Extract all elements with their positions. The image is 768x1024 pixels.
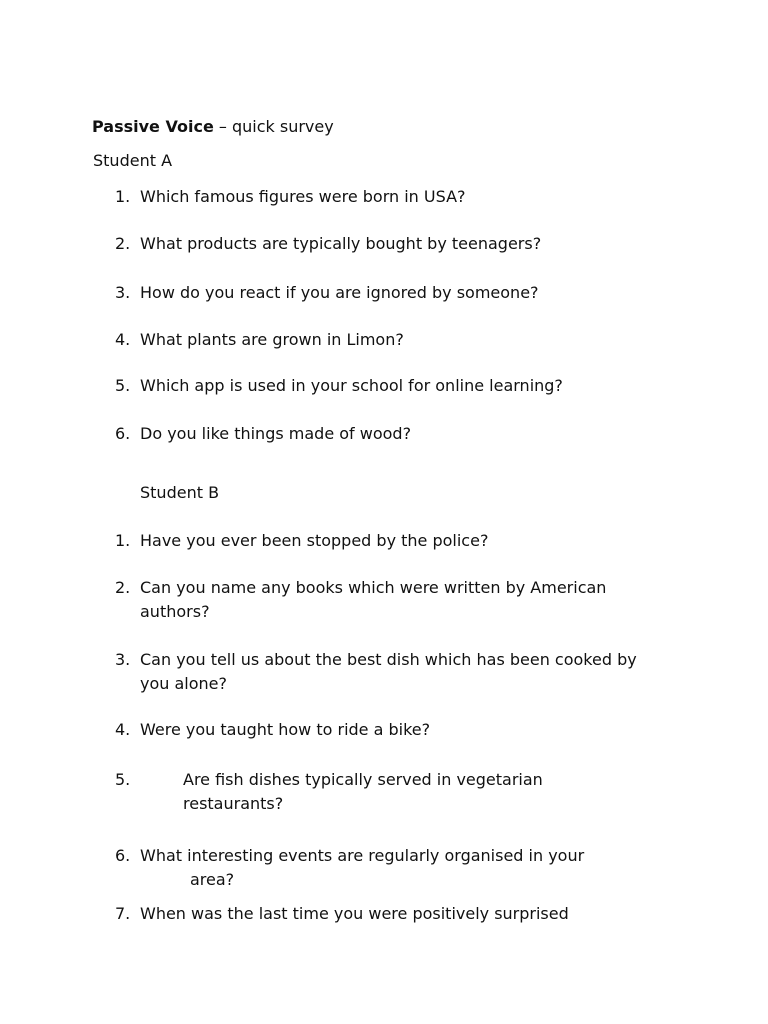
student-a-question-6-number: 6.: [115, 424, 131, 443]
student-a-question-1-text: Which famous figures were born in USA?: [140, 187, 466, 206]
student-b-question-5-text: Are fish dishes typically served in vegetarian: [183, 770, 543, 789]
student-a-question-6-text: Do you like things made of wood?: [140, 424, 412, 443]
student-a-heading: Student A: [93, 151, 173, 170]
student-b-question-4-number: 4.: [115, 720, 131, 739]
student-b-question-7-text: When was the last time you were positively surprised: [140, 904, 569, 923]
student-a-question-3-number: 3.: [115, 283, 131, 302]
student-b-question-5-text-line-2: restaurants?: [183, 794, 284, 813]
student-b-question-7-number: 7.: [115, 904, 131, 923]
title-rest: – quick survey: [213, 117, 334, 136]
student-b-question-2-text: Can you name any books which were written by American: [140, 578, 607, 597]
student-b-question-3-text: Can you tell us about the best dish which has been cooked by: [140, 650, 637, 669]
student-a-question-4-number: 4.: [115, 330, 131, 349]
student-a-question-2-text: What products are typically bought by teenagers?: [140, 234, 542, 253]
student-a-question-1-number: 1.: [115, 187, 131, 206]
student-a-question-3-text: How do you react if you are ignored by someone?: [140, 283, 539, 302]
student-b-question-1-number: 1.: [115, 531, 131, 550]
student-b-question-6-text: What interesting events are regularly organised in your: [140, 846, 585, 865]
student-a-question-5-number: 5.: [115, 376, 131, 395]
student-a-question-4-text: What plants are grown in Limon?: [140, 330, 404, 349]
title-bold: Passive Voice: [92, 117, 214, 136]
student-b-question-4-text: Were you taught how to ride a bike?: [140, 720, 431, 739]
student-b-question-5-number: 5.: [115, 770, 131, 789]
student-b-question-6-number: 6.: [115, 846, 131, 865]
student-b-question-3-text-line-2: you alone?: [140, 674, 227, 693]
student-b-question-6-text-line-2: area?: [190, 870, 235, 889]
student-b-question-1-text: Have you ever been stopped by the police?: [140, 531, 489, 550]
student-b-question-3-number: 3.: [115, 650, 131, 669]
student-b-question-2-text-line-2: authors?: [140, 602, 210, 621]
student-b-question-2-number: 2.: [115, 578, 131, 597]
student-a-question-2-number: 2.: [115, 234, 131, 253]
student-a-question-5-text: Which app is used in your school for online learning?: [140, 376, 563, 395]
page-title: [92, 117, 334, 137]
student-b-heading: Student B: [140, 483, 220, 502]
